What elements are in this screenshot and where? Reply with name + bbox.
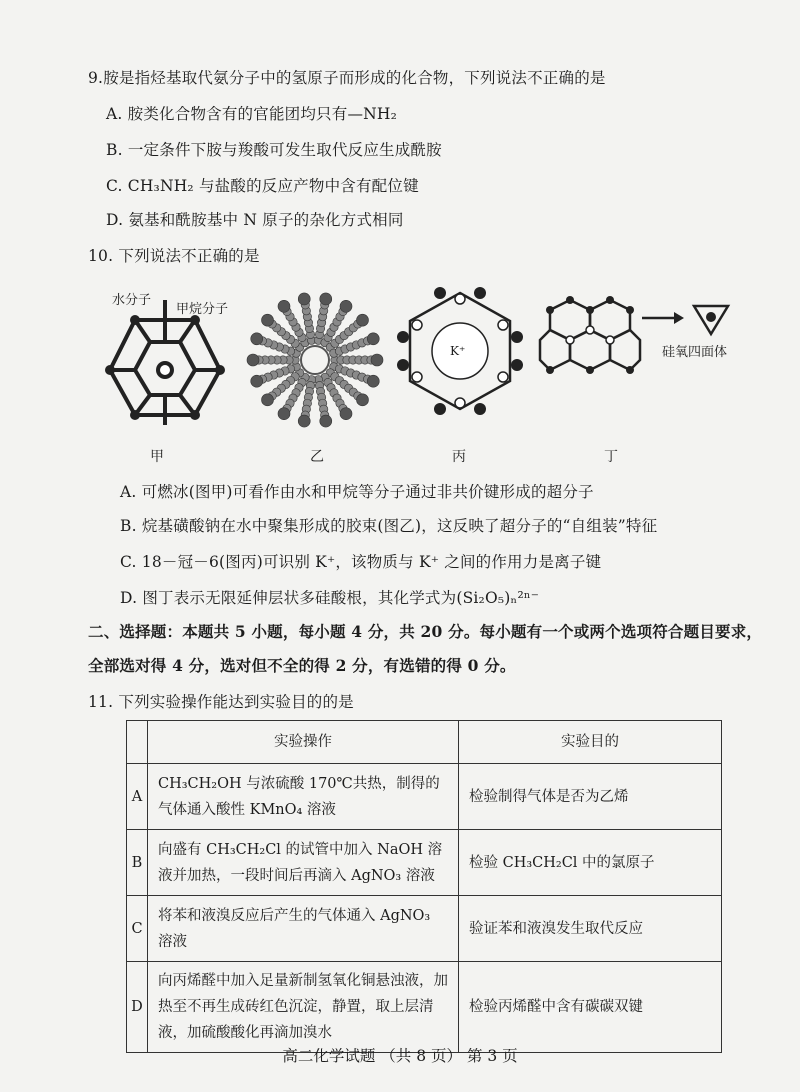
q9-option-d: D. 氨基和酰胺基中 N 原子的杂化方式相同 bbox=[106, 211, 404, 229]
row-operation-b: 向盛有 CH₃CH₂Cl 的试管中加入 NaOH 溶液并加热，一段时间后再滴入 AgNO₃ 溶液 bbox=[148, 830, 459, 896]
q11-stem: 11. 下列实验操作能达到实验目的的是 bbox=[88, 693, 354, 711]
table-header-row bbox=[127, 721, 722, 764]
caption-yi: 乙 bbox=[310, 449, 324, 465]
header-option bbox=[127, 721, 148, 764]
caption-jia: 甲 bbox=[150, 449, 164, 465]
q10-option-d: D. 图丁表示无限延伸层状多硅酸根，其化学式为(Si₂O₅)ₙ²ⁿ⁻ bbox=[120, 589, 540, 607]
row-goal-d: 检验丙烯醛中含有碳碳双键 bbox=[459, 962, 722, 1053]
page-footer: 高二化学试题 （共 8 页） 第 3 页 bbox=[282, 1047, 518, 1065]
header-operation: 实验操作 bbox=[148, 721, 459, 764]
row-goal-c: 验证苯和液溴发生取代反应 bbox=[459, 896, 722, 962]
q9-option-b: B. 一定条件下胺与羧酸可发生取代反应生成酰胺 bbox=[106, 141, 442, 159]
row-goal-a: 检验制得气体是否为乙烯 bbox=[459, 764, 722, 830]
figure-yi-micelle bbox=[240, 285, 390, 435]
row-option-d: D bbox=[127, 962, 148, 1053]
table-row bbox=[127, 764, 722, 830]
row-operation-a: CH₃CH₂OH 与浓硫酸 170℃共热，制得的气体通入酸性 KMnO₄ 溶液 bbox=[148, 764, 459, 830]
figure-ding-silicate-layer bbox=[530, 290, 650, 390]
section2-instructions-2: 全部选对得 4 分，选对但不全的得 2 分，有选错的得 0 分。 bbox=[88, 656, 516, 675]
caption-bing: 丙 bbox=[452, 449, 466, 465]
label-methane-molecule: 甲烷分子 bbox=[176, 302, 229, 317]
q11-experiment-table bbox=[126, 720, 722, 1053]
table-row bbox=[127, 830, 722, 896]
row-operation-c: 将苯和液溴反应后产生的气体通入 AgNO₃ 溶液 bbox=[148, 896, 459, 962]
arrow-to-tetrahedron bbox=[638, 300, 738, 340]
caption-ding: 丁 bbox=[604, 449, 618, 465]
q9-option-a: A. 胺类化合物含有的官能团均只有—NH₂ bbox=[106, 105, 398, 123]
label-k-ion: K⁺ bbox=[450, 344, 466, 358]
q10-option-c: C. 18－冠－6(图丙)可识别 K⁺，该物质与 K⁺ 之间的作用力是离子键 bbox=[120, 553, 602, 571]
table-row bbox=[127, 896, 722, 962]
row-option-a: A bbox=[127, 764, 148, 830]
label-water-molecule: 水分子 bbox=[112, 293, 152, 308]
label-silicon-oxygen-tetrahedron: 硅氧四面体 bbox=[662, 345, 728, 360]
q10-option-b: B. 烷基磺酸钠在水中聚集形成的胶束(图乙)，这反映了超分子的“自组装”特征 bbox=[120, 517, 658, 535]
q9-option-c: C. CH₃NH₂ 与盐酸的反应产物中含有配位键 bbox=[106, 177, 419, 195]
header-goal: 实验目的 bbox=[459, 721, 722, 764]
q10-option-a: A. 可燃冰(图甲)可看作由水和甲烷等分子通过非共价键形成的超分子 bbox=[120, 483, 594, 501]
row-goal-b: 检验 CH₃CH₂Cl 中的氯原子 bbox=[459, 830, 722, 896]
row-operation-d: 向丙烯醛中加入足量新制氢氧化铜悬浊液，加热至不再生成砖红色沉淀，静置，取上层清液，加硫酸酸化再滴加溴水 bbox=[148, 962, 459, 1053]
section2-instructions-1: 二、选择题：本题共 5 小题，每小题 4 分，共 20 分。每小题有一个或两个选项符合题目要求， bbox=[88, 622, 763, 641]
q10-stem: 10. 下列说法不正确的是 bbox=[88, 247, 260, 265]
table-row bbox=[127, 962, 722, 1053]
row-option-b: B bbox=[127, 830, 148, 896]
q9-stem: 9.胺是指烃基取代氨分子中的氢原子而形成的化合物，下列说法不正确的是 bbox=[88, 69, 606, 87]
row-option-c: C bbox=[127, 896, 148, 962]
